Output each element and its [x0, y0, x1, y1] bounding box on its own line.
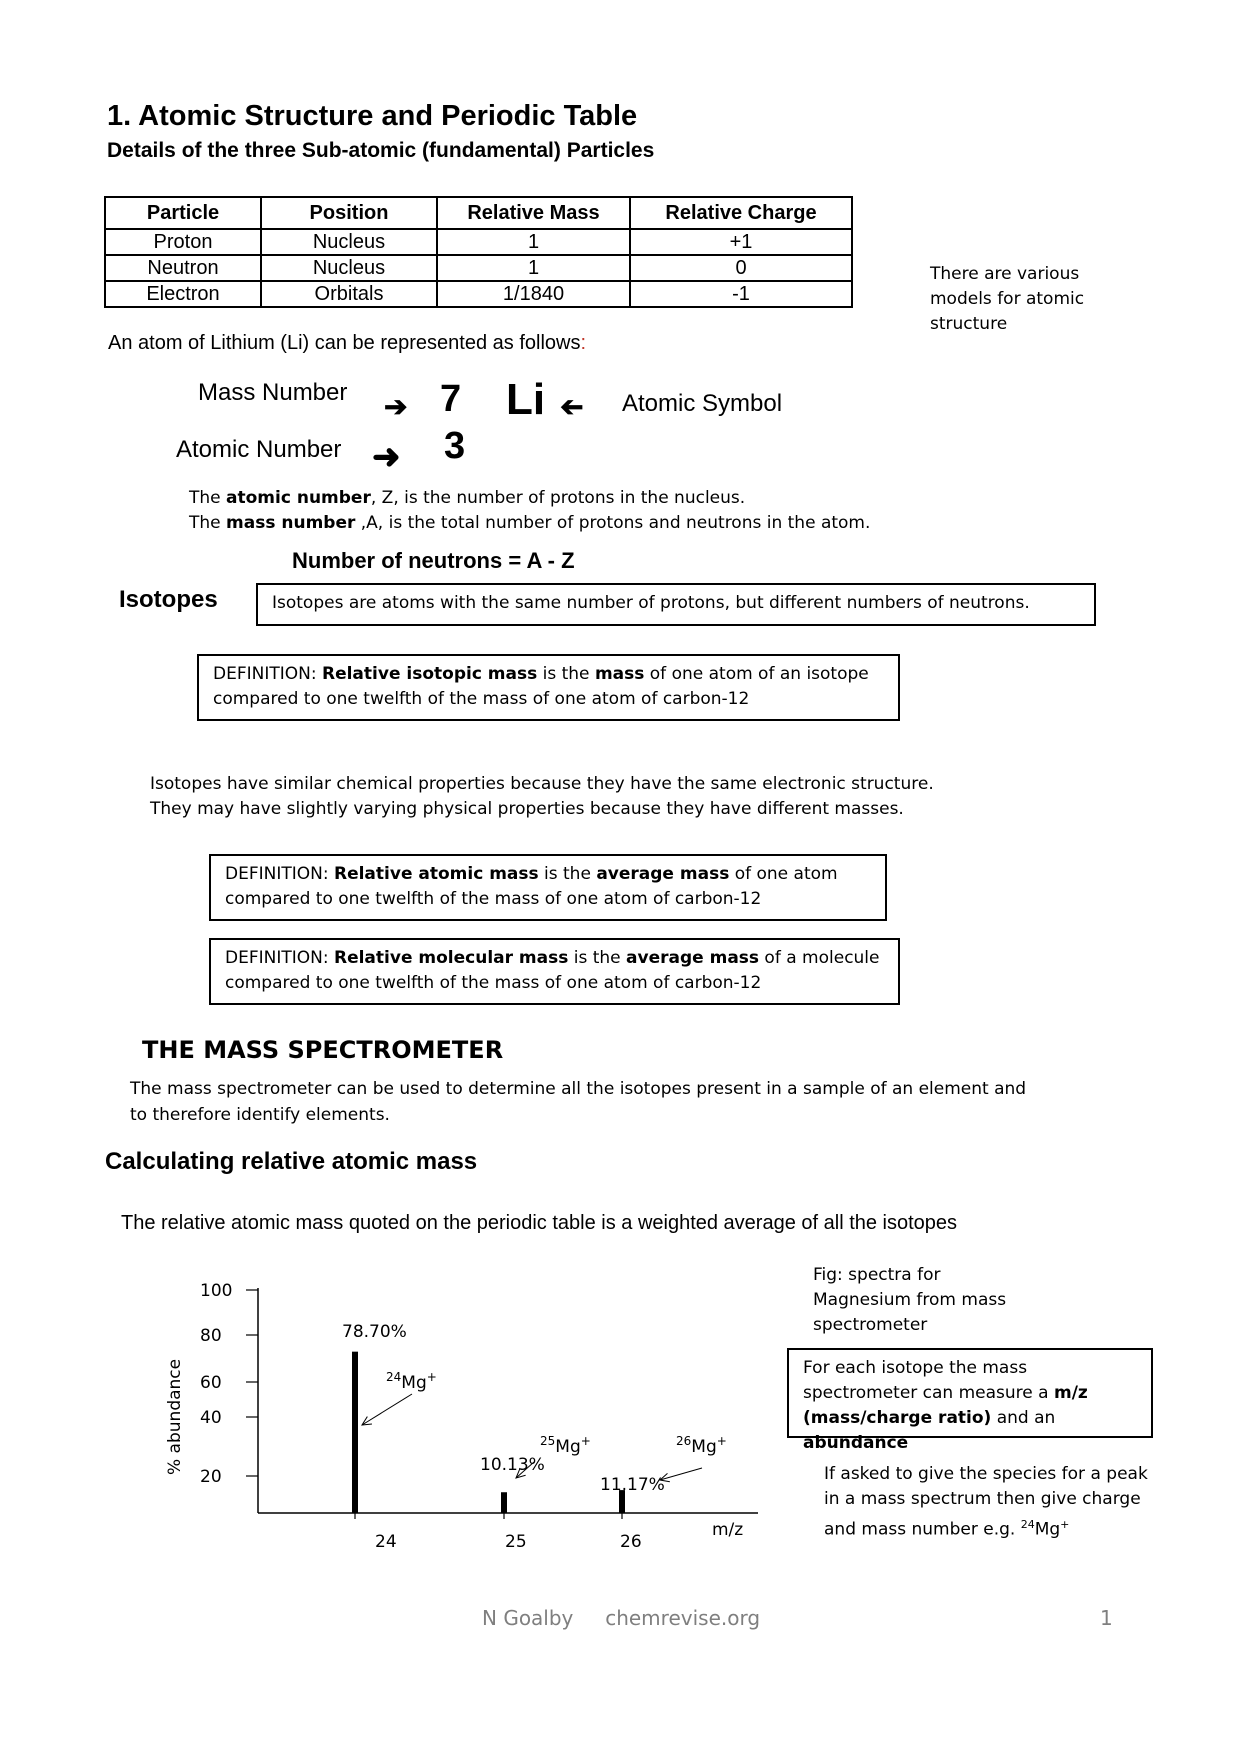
- left-arrow-icon: ➔: [560, 391, 584, 422]
- definition-line: compared to one twelfth of the mass of one atom of carbon-12: [225, 889, 762, 909]
- table-cell: 0: [630, 255, 852, 281]
- table-row: [105, 281, 852, 307]
- definition-line: [213, 662, 884, 687]
- mass-number-definition: [189, 511, 870, 536]
- text-span: The: [189, 513, 227, 533]
- mass-number-label: Mass Number: [198, 379, 348, 406]
- data-label: 10.13%: [480, 1455, 545, 1475]
- side-note-atomic-models: There are various models for atomic structure: [930, 264, 1085, 334]
- table-header-cell: Position: [261, 197, 437, 229]
- text-span: of one atom of an isotope: [644, 664, 869, 684]
- bold-term: mass number: [226, 513, 356, 533]
- right-arrow-icon: ➜: [372, 438, 401, 476]
- bold-term: Relative atomic mass: [333, 864, 539, 884]
- bold-term: abundance: [803, 1433, 909, 1453]
- atomic-number-label: Atomic Number: [176, 436, 342, 463]
- y-axis-label: % abundance: [165, 1358, 185, 1475]
- bold-term: average mass: [626, 948, 760, 968]
- mass-spectrometer-heading: THE MASS SPECTROMETER: [142, 1036, 504, 1064]
- table-header-cell: Particle: [105, 197, 261, 229]
- footer-site: chemrevise.org: [605, 1606, 761, 1630]
- pointer-arrow: [362, 1394, 412, 1425]
- isotopes-definition-box: Isotopes are atoms with the same number of protons, but different numbers of neutrons.: [256, 583, 1096, 626]
- lithium-intro-text: An atom of Lithium (Li) can be represented as follows: [108, 332, 581, 354]
- data-label: 11.17%: [600, 1475, 665, 1495]
- relative-isotopic-mass-definition-box: [197, 654, 900, 721]
- y-tick-label: 40: [200, 1408, 222, 1428]
- bold-term: average mass: [596, 864, 730, 884]
- weighted-average-text: The relative atomic mass quoted on the periodic table is a weighted average of all the isotopes: [121, 1212, 958, 1234]
- y-tick-label: 100: [200, 1281, 233, 1301]
- page-number: 1: [1100, 1606, 1113, 1630]
- isotope-label: $^{24}$Mg+: [386, 1370, 437, 1393]
- x-tick-label: 25: [505, 1532, 527, 1552]
- mass-superscript: 24: [1020, 1518, 1035, 1531]
- text-span: of one atom: [729, 864, 838, 884]
- species-note: [824, 1462, 1154, 1543]
- page-subtitle: Details of the three Sub-atomic (fundamental) Particles: [107, 139, 655, 162]
- table-cell: 1/1840: [437, 281, 630, 307]
- isotope-properties-line: Isotopes have similar chemical properties because they have the same electronic structure.: [150, 774, 934, 794]
- table-header-row: [105, 197, 852, 229]
- text-span: DEFINITION:: [225, 864, 334, 884]
- atomic-symbol-label: Atomic Symbol: [622, 390, 783, 417]
- text-span: is the: [538, 864, 597, 884]
- atomic-number-value: 3: [444, 425, 466, 467]
- table-header-cell: Relative Charge: [630, 197, 852, 229]
- text-span: ,A, is the total number of protons and neutrons in the atom.: [355, 513, 871, 533]
- data-label: 78.70%: [342, 1322, 407, 1342]
- y-tick-label: 60: [200, 1373, 222, 1393]
- definition-line: compared to one twelfth of the mass of one atom of carbon-12: [225, 973, 762, 993]
- lithium-intro: [108, 332, 586, 355]
- spectrum-peak-bar: [352, 1352, 358, 1513]
- definition-line: [225, 946, 884, 971]
- neutrons-equation: Number of neutrons = A - Z: [292, 548, 575, 573]
- table-cell: 1: [437, 255, 630, 281]
- table-cell: Electron: [105, 281, 261, 307]
- lithium-intro-colon: :: [580, 332, 587, 354]
- text-span: If asked to give the species for a peak in a mass spectrum then give charge and mass number e.g.: [824, 1464, 1148, 1540]
- magnesium-mass-spectrum-chart: [150, 1270, 770, 1560]
- table-cell: 1: [437, 229, 630, 255]
- isotopes-heading: Isotopes: [119, 586, 218, 613]
- element-symbol: Li: [506, 375, 546, 424]
- definition-line: [225, 862, 871, 887]
- mass-spectrometer-text: The mass spectrometer can be used to determine all the isotopes present in a sample of an element and to therefore identify elements.: [130, 1079, 1027, 1125]
- bold-term: atomic number: [226, 488, 371, 508]
- x-axis-label: m/z: [712, 1520, 744, 1540]
- table-header-cell: Relative Mass: [437, 197, 630, 229]
- atomic-number-definition: [189, 486, 745, 511]
- isotope-properties-line: They may have slightly varying physical properties because they have different masses.: [150, 799, 904, 819]
- bold-term: m/z: [1053, 1383, 1088, 1403]
- subatomic-particles-table: [104, 196, 853, 308]
- relative-molecular-mass-definition-box: [209, 938, 900, 1005]
- chart-ticks: [200, 1281, 642, 1552]
- isotope-label: $^{25}$Mg+: [540, 1434, 591, 1457]
- table-cell: Nucleus: [261, 255, 437, 281]
- figure-caption: Fig: spectra for Magnesium from mass spectrometer: [813, 1265, 1007, 1335]
- x-tick-label: 24: [375, 1532, 397, 1552]
- charge-superscript: +: [1060, 1518, 1070, 1531]
- right-arrow-icon: ➔: [384, 391, 408, 422]
- calculating-ram-heading: Calculating relative atomic mass: [105, 1148, 478, 1175]
- bold-term: mass: [594, 664, 645, 684]
- footer-author: N Goalby: [482, 1606, 574, 1630]
- text-span: The: [189, 488, 227, 508]
- text-span: DEFINITION:: [213, 664, 322, 684]
- y-tick-label: 20: [200, 1467, 222, 1487]
- text-span: DEFINITION:: [225, 948, 334, 968]
- spectrum-peak-bar: [501, 1492, 507, 1513]
- text-span: , Z, is the number of protons in the nucleus.: [370, 488, 746, 508]
- footer: [482, 1606, 760, 1630]
- chart-axes: [258, 1288, 758, 1513]
- table-cell: Nucleus: [261, 229, 437, 255]
- definition-line: compared to one twelfth of the mass of one atom of carbon-12: [213, 689, 750, 709]
- text-span: and an: [991, 1408, 1056, 1428]
- table-row: [105, 229, 852, 255]
- table-cell: Orbitals: [261, 281, 437, 307]
- table-cell: +1: [630, 229, 852, 255]
- text-span: is the: [568, 948, 627, 968]
- page-title: 1. Atomic Structure and Periodic Table: [107, 100, 638, 132]
- table-cell: Neutron: [105, 255, 261, 281]
- relative-atomic-mass-definition-box: [209, 854, 887, 921]
- mz-abundance-box: [787, 1348, 1153, 1453]
- text-span: of a molecule: [759, 948, 880, 968]
- table-cell: Proton: [105, 229, 261, 255]
- isotope-label: $^{26}$Mg+: [676, 1434, 727, 1457]
- text-span: is the: [537, 664, 595, 684]
- mass-number-value: 7: [440, 378, 462, 420]
- x-tick-label: 26: [620, 1532, 642, 1552]
- bold-term: (mass/charge ratio): [803, 1408, 992, 1428]
- text-span: For each isotope the mass spectrometer can measure a: [803, 1358, 1054, 1403]
- chart-labels: [165, 1322, 743, 1540]
- table-row: [105, 255, 852, 281]
- bold-term: Relative molecular mass: [333, 948, 569, 968]
- text-span: Mg: [1034, 1519, 1061, 1540]
- y-tick-label: 80: [200, 1326, 222, 1346]
- table-cell: -1: [630, 281, 852, 307]
- bold-term: Relative isotopic mass: [321, 664, 538, 684]
